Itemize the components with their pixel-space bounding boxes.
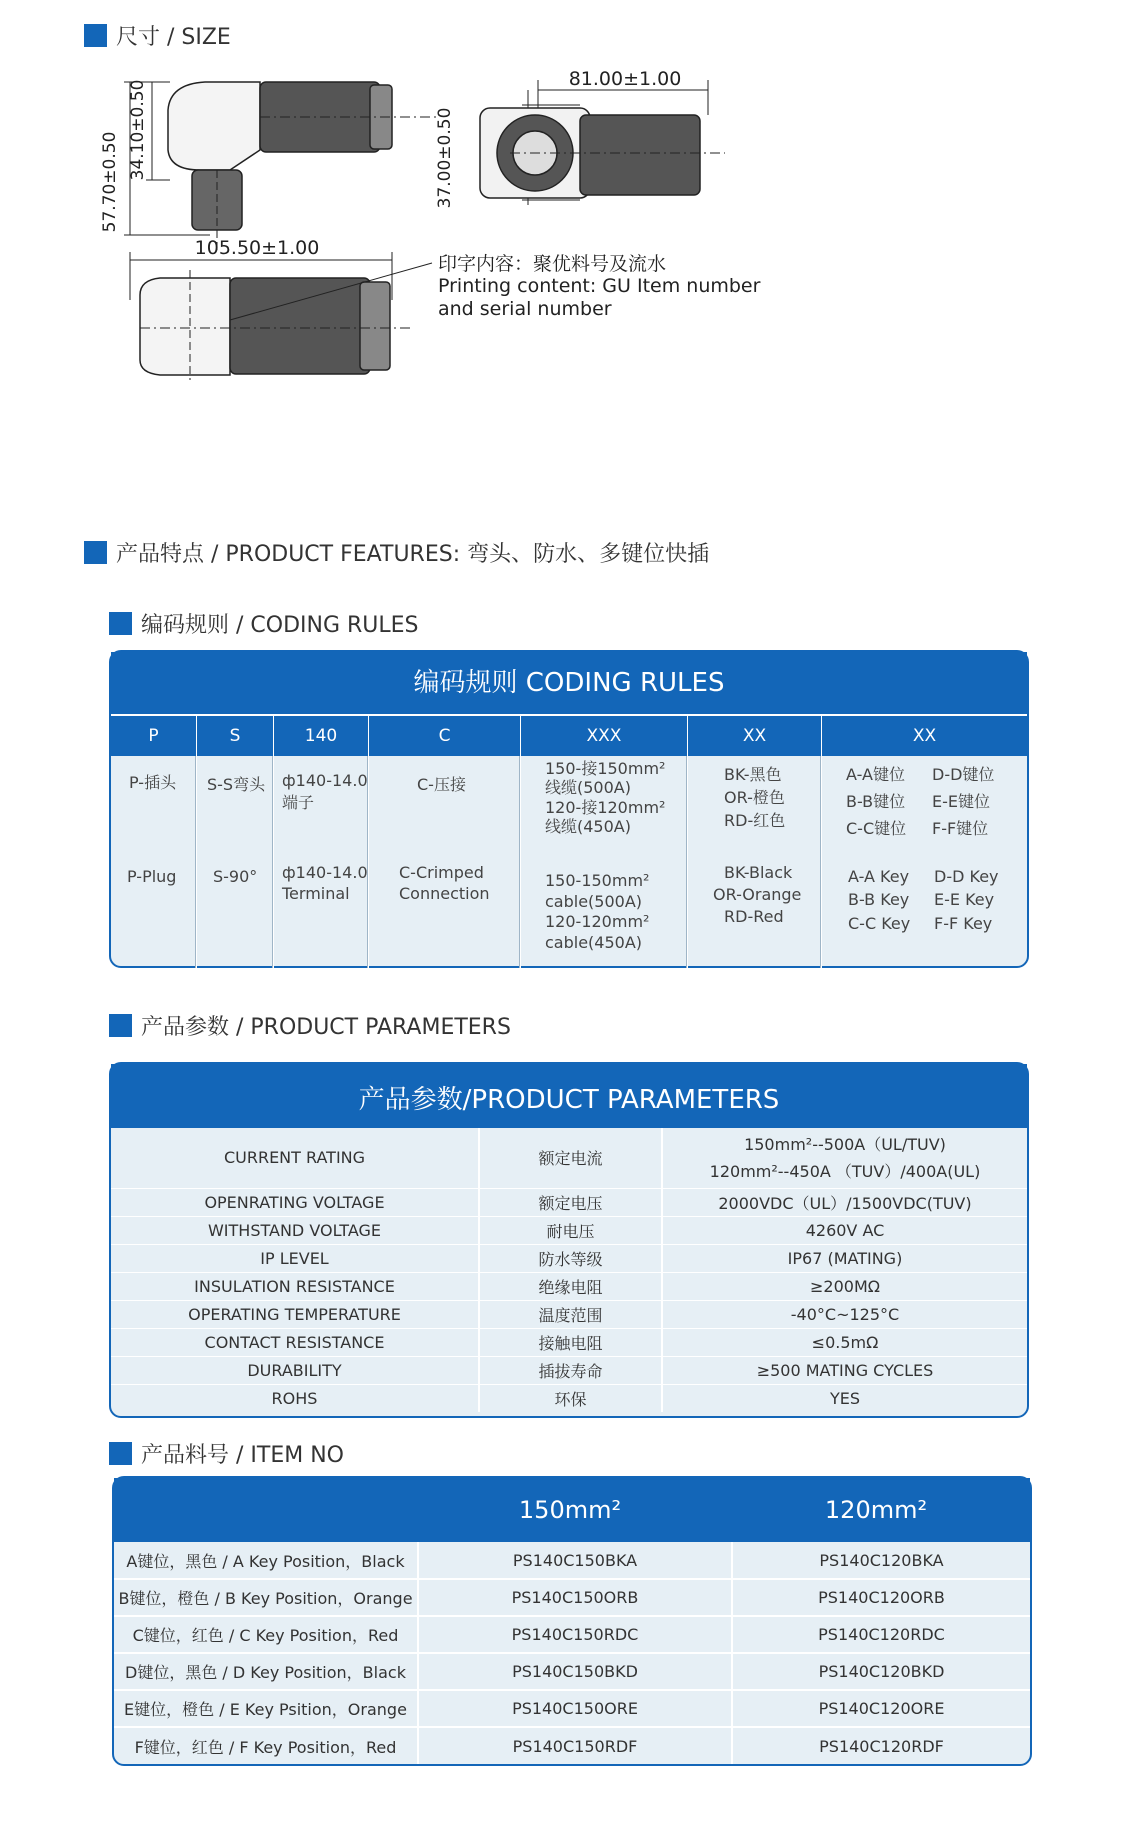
coding-col-xxx — [521, 714, 688, 968]
param-value: ≥500 MATING CYCLES — [662, 1356, 1027, 1384]
param-value: IP67 (MATING) — [662, 1244, 1027, 1272]
coding-col-header: XXX — [521, 714, 687, 756]
section-item — [109, 1438, 344, 1469]
coding-en-line: OR-Orange — [713, 885, 802, 904]
table-row — [111, 1128, 1027, 1188]
parameters-table — [111, 1128, 1027, 1412]
table-row — [114, 1653, 1030, 1690]
param-en: CURRENT RATING — [111, 1128, 479, 1188]
param-value: 4260V AC — [662, 1216, 1027, 1244]
coding-rules-panel — [109, 650, 1029, 968]
item-code-150: PS140C150BKD — [418, 1653, 732, 1690]
print-content-en-2: and serial number — [438, 298, 612, 320]
param-cn: 环保 — [479, 1384, 662, 1412]
item-code-120: PS140C120RDF — [819, 1736, 944, 1756]
coding-en-line: A-A Key — [848, 867, 910, 886]
section-params — [109, 1010, 511, 1041]
coding-col-p — [111, 714, 197, 968]
table-row — [114, 1579, 1030, 1616]
coding-col-header: C — [369, 714, 520, 756]
coding-cn-line: S-S弯头 — [207, 775, 266, 794]
coding-en-line: F-F Key — [934, 914, 993, 933]
coding-col-header: XX — [688, 714, 821, 756]
dim-34-10: 34.10±0.50 — [128, 79, 148, 181]
side-view — [124, 79, 440, 250]
item-code-150: PS140C150BKA — [418, 1542, 732, 1579]
param-cn: 插拔寿命 — [479, 1356, 662, 1384]
coding-en-line: B-B Key — [848, 890, 910, 909]
coding-col-header: S — [197, 714, 273, 756]
section-params-label: 产品参数 / PRODUCT PARAMETERS — [141, 1015, 511, 1040]
param-cn: 绝缘电阻 — [479, 1272, 662, 1300]
section-features-label: 产品特点 / PRODUCT FEATURES: 弯头、防水、多键位快插 — [116, 542, 710, 567]
param-en: IP LEVEL — [111, 1244, 479, 1272]
param-value: YES — [829, 1388, 861, 1408]
coding-cn-line: 线缆(450A) — [545, 817, 631, 836]
coding-en-line: 120-120mm² — [545, 912, 650, 931]
coding-cn-line: 端子 — [282, 793, 315, 812]
coding-cn-line: 线缆(500A) — [545, 778, 631, 797]
section-marker — [109, 1014, 132, 1037]
section-size-label: 尺寸 / SIZE — [116, 25, 231, 50]
item-code-150: PS140C150ORB — [418, 1579, 732, 1616]
section-marker — [109, 1442, 132, 1465]
coding-en-line: C-C Key — [848, 914, 911, 933]
table-row — [111, 1300, 1027, 1328]
section-marker — [109, 612, 132, 635]
param-en: INSULATION RESISTANCE — [111, 1272, 479, 1300]
coding-cn-line: P-插头 — [129, 773, 177, 792]
item-code-120: PS140C120BKA — [732, 1542, 1030, 1579]
item-code-150: PS140C150RDC — [418, 1616, 732, 1653]
table-row — [114, 1727, 1030, 1764]
param-en: OPERATING TEMPERATURE — [111, 1300, 479, 1328]
top-view — [130, 252, 432, 380]
param-en: WITHSTAND VOLTAGE — [111, 1216, 479, 1244]
param-value: ≥200MΩ — [662, 1272, 1027, 1300]
dim-81-00: 81.00±1.00 — [568, 68, 682, 90]
section-coding-label: 编码规则 / CODING RULES — [141, 613, 419, 638]
coding-cn-line: RD-红色 — [724, 811, 786, 830]
table-row — [111, 1356, 1027, 1384]
table-row — [114, 1690, 1030, 1727]
param-cn: 耐电压 — [479, 1216, 662, 1244]
coding-col-header: 140 — [274, 714, 368, 756]
coding-col-key — [822, 714, 1027, 968]
coding-en-line: C-Crimped — [399, 863, 484, 882]
item-header-150: 150mm² — [518, 1496, 622, 1524]
section-features — [84, 537, 709, 568]
param-en: DURABILITY — [111, 1356, 479, 1384]
param-en: OPENRATING VOLTAGE — [111, 1188, 479, 1216]
table-row — [111, 1384, 1027, 1412]
coding-en-line: E-E Key — [934, 890, 995, 909]
coding-en-line: D-D Key — [934, 867, 999, 886]
param-en: ROHS — [111, 1384, 479, 1412]
section-item-label: 产品料号 / ITEM NO — [141, 1443, 344, 1468]
coding-cn-line: E-E键位 — [932, 792, 990, 811]
coding-cn-line: F-F键位 — [932, 819, 989, 838]
table-row — [114, 1616, 1030, 1653]
param-cn: 额定电压 — [479, 1188, 662, 1216]
coding-en-line: Connection — [399, 884, 490, 903]
dimension-drawing — [100, 68, 910, 480]
print-content-cn: 印字内容：聚优料号及流水 — [438, 253, 667, 275]
section-coding — [109, 608, 419, 639]
print-content-en-1: Printing content: GU Item number — [438, 275, 761, 297]
dim-105-50: 105.50±1.00 — [194, 237, 320, 259]
section-marker — [84, 24, 107, 47]
coding-en-line: cable(450A) — [545, 933, 643, 952]
coding-cn-line: BK-黑色 — [724, 765, 782, 784]
param-value-line: 120mm²--450A （TUV）/400A(UL) — [709, 1161, 981, 1181]
coding-en-line: BK-Black — [724, 863, 793, 882]
item-label: F键位，红色 / F Key Position，Red — [114, 1727, 418, 1764]
coding-cn-line: C-压接 — [417, 775, 466, 794]
coding-col-c — [369, 714, 521, 968]
coding-cn-line: 120-接120mm² — [545, 798, 666, 817]
coding-cn-line: C-C键位 — [846, 819, 907, 838]
coding-en-line: P-Plug — [127, 867, 177, 886]
table-row — [114, 1542, 1030, 1579]
coding-col-header: XX — [822, 714, 1027, 756]
item-label: B键位，橙色 / B Key Position，Orange — [114, 1579, 418, 1616]
param-cn: 接触电阻 — [479, 1328, 662, 1356]
item-label: D键位，黑色 / D Key Position，Black — [114, 1653, 418, 1690]
item-code-120: PS140C120BKD — [732, 1653, 1030, 1690]
param-cn: 额定电流 — [479, 1128, 662, 1188]
param-cn: 防水等级 — [479, 1244, 662, 1272]
table-row — [111, 1328, 1027, 1356]
table-row — [111, 1244, 1027, 1272]
section-marker — [84, 541, 107, 564]
item-panel — [112, 1476, 1032, 1766]
item-code-120: PS140C120RDC — [732, 1616, 1030, 1653]
item-table — [114, 1542, 1030, 1764]
coding-col-s — [197, 714, 274, 968]
table-row — [111, 1272, 1027, 1300]
coding-en-line: S-90° — [213, 867, 258, 886]
param-value — [662, 1128, 1027, 1188]
coding-en-line: 150-150mm² — [545, 871, 650, 890]
coding-cn-line: OR-橙色 — [724, 788, 785, 807]
parameters-title: 产品参数/PRODUCT PARAMETERS — [111, 1064, 1027, 1128]
dim-37-00: 37.00±0.50 — [435, 107, 455, 209]
table-row — [111, 1216, 1027, 1244]
coding-cn-line: B-B键位 — [846, 792, 906, 811]
item-code-120: PS140C120ORB — [732, 1579, 1030, 1616]
item-label: A键位，黑色 / A Key Position，Black — [114, 1542, 418, 1579]
section-size — [84, 20, 231, 51]
param-cn: 温度范围 — [479, 1300, 662, 1328]
table-row — [111, 1188, 1027, 1216]
param-value: ≤0.5mΩ — [662, 1328, 1027, 1356]
dim-57-70: 57.70±0.50 — [100, 131, 120, 233]
coding-en-line: cable(500A) — [545, 892, 643, 911]
param-value: 2000VDC（UL）/1500VDC(TUV) — [662, 1188, 1027, 1216]
item-label: C键位，红色 / C Key Position，Red — [114, 1616, 418, 1653]
item-code-150: PS140C150RDF — [418, 1727, 732, 1764]
coding-en-line: Terminal — [282, 884, 350, 903]
coding-col-140 — [274, 714, 369, 968]
coding-cn-line: D-D键位 — [932, 765, 995, 784]
coding-en-line: RD-Red — [724, 907, 784, 926]
item-header — [114, 1478, 1030, 1542]
coding-cn-line: 150-接150mm² — [545, 759, 666, 778]
item-header-120: 120mm² — [824, 1496, 928, 1524]
front-view — [480, 80, 725, 205]
coding-rules-title: 编码规则 CODING RULES — [111, 652, 1027, 714]
coding-col-header: P — [111, 714, 196, 756]
coding-col-color — [688, 714, 822, 968]
item-code-120: PS140C120ORE — [732, 1690, 1030, 1727]
param-en: CONTACT RESISTANCE — [111, 1328, 479, 1356]
parameters-panel — [109, 1062, 1029, 1418]
item-label: E键位，橙色 / E Key Psition，Orange — [114, 1690, 418, 1727]
coding-en-line: ф140-14.0 — [282, 863, 368, 882]
coding-cn-line: A-A键位 — [846, 765, 905, 784]
coding-cn-line: ф140-14.0 — [282, 771, 368, 790]
param-value: -40°C~125°C — [662, 1300, 1027, 1328]
item-code-150: PS140C150ORE — [418, 1690, 732, 1727]
param-value-line: 150mm²--500A（UL/TUV) — [744, 1134, 946, 1154]
